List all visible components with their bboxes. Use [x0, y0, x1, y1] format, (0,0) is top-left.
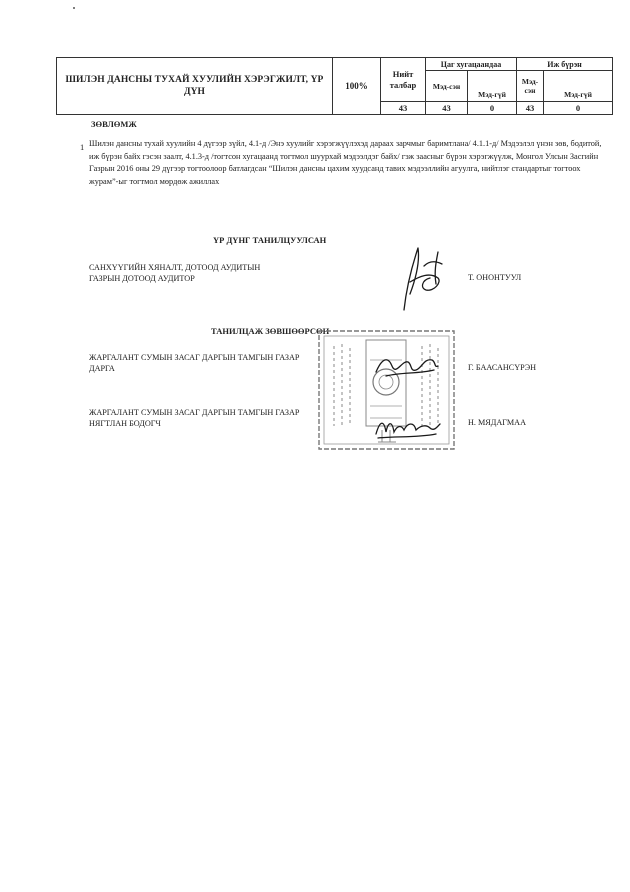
director-role-line2: ДАРГА [89, 364, 115, 373]
director-role [89, 352, 299, 374]
auditor-role-line2: ГАЗРЫН ДОТООД АУДИТОР [89, 274, 195, 283]
accountant-name: Н. МЯДАГМАА [468, 418, 526, 427]
complete-missing-value: 0 [544, 102, 613, 115]
recommendation-number: 1 [80, 142, 85, 152]
percent-cell: 100% [333, 58, 381, 115]
auditor-name: Т. ОНОНТУУЛ [468, 273, 522, 282]
acknowledged-heading: ТАНИЛЦАЖ ЗӨВШӨӨРСӨН [211, 326, 330, 336]
complete-submitted-value: 43 [517, 102, 544, 115]
accountant-signature [372, 414, 442, 442]
recommendation-text: Шилэн дансны тухай хуулийн 4 дүгээр зүйл, 4.1-д /Энэ хуулийг хэрэгжүүлэхэд дараах зарчмыг баримтлана/ 4.1.1-д/ Мэдээлэл үнэн зөв, бодитой, иж бүрэн байх гэсэн заалт, 4.1.3-д /тогтсон хугацаанд тогтмол шуурхай мэдээлдэг байх/ гэж заасныг бүрэн хэрэгжүүлж, Монгол Улсын Засгийн Газрын 2016 оны 29 дүгээр тогтоолоор батлагдсан “Шилэн дансны цахим хуудсанд тавих мэдээллийн агуулга, нийтлэг стандартыг тогтоох журам”-ыг тогтмол мөрдөж ажиллах [89, 139, 602, 186]
director-signature [372, 350, 442, 380]
total-fields-header: Нийт талбар [381, 58, 426, 102]
recommendation-heading: ЗӨВЛӨМЖ [91, 119, 137, 129]
total-value: 43 [381, 102, 426, 115]
introduced-heading: ҮР ДҮНГ ТАНИЛЦУУЛСАН [213, 235, 327, 245]
accountant-role [89, 407, 299, 429]
auditor-role [89, 262, 260, 284]
scan-speck [73, 7, 75, 9]
accountant-role-line1: ЖАРГАЛАНТ СУМЫН ЗАСАГ ДАРГЫН ТАМГЫН ГАЗАР [89, 408, 300, 417]
complete-missing-header: Мэд-гүй [544, 71, 613, 102]
accountant-role-line2: НЯГТЛАН БОДОГЧ [89, 419, 161, 428]
director-role-line1: ЖАРГАЛАНТ СУМЫН ЗАСАГ ДАРГЫН ТАМГЫН ГАЗАР [89, 353, 300, 362]
director-name: Г. БААСАНСҮРЭН [468, 363, 537, 372]
complete-submitted-header: Мэд-сэн [517, 71, 544, 102]
auditor-role-line1: САНХҮҮГИЙН ХЯНАЛТ, ДОТООД АУДИТЫН [89, 263, 261, 272]
auditor-signature [390, 242, 450, 314]
timely-missing-header: Мэд-гүй [468, 71, 517, 102]
timely-submitted-value: 43 [426, 102, 468, 115]
summary-table [56, 57, 613, 115]
timely-submitted-header: Мэд-сэн [426, 71, 468, 102]
timely-header: Цаг хугацаандаа [426, 58, 517, 71]
timely-missing-value: 0 [468, 102, 517, 115]
complete-header: Иж бүрэн [517, 58, 613, 71]
table-title: ШИЛЭН ДАНСНЫ ТУХАЙ ХУУЛИЙН ХЭРЭГЖИЛТ, ҮР ДҮН [57, 58, 333, 115]
